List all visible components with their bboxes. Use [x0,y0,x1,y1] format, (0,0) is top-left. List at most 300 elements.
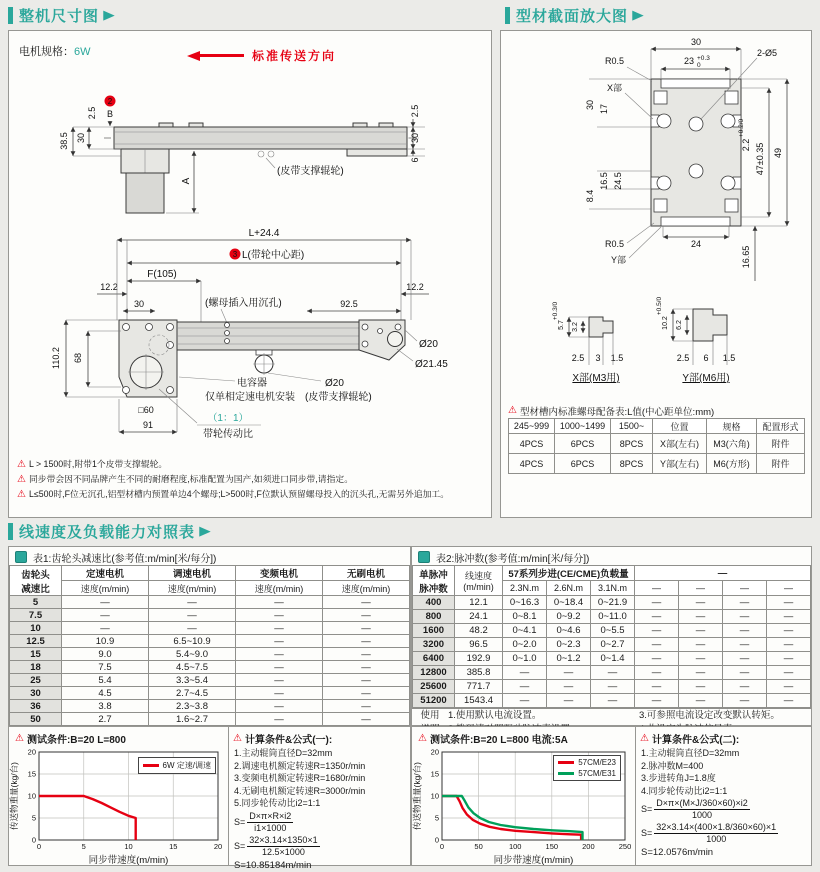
nut-table [508,418,805,474]
table-cell: 36 [10,700,62,713]
legend-label: 57CM/E31 [578,769,616,778]
column-header: 位置 [653,419,707,434]
dia20-roller-label: Ø20 [325,378,344,389]
table-cell: — [591,680,635,694]
table-cell: — [766,624,810,638]
table-cell: 0~4.1 [503,624,547,638]
table-row [10,700,410,713]
chart2-title: 测试条件:B=20 L=800 电流:5A [429,735,568,746]
dim-label: 24 [690,239,702,249]
warning-icon: ⚠ [17,474,26,485]
table-cell: 6.5~10.9 [149,635,236,648]
table-cell: 0~4.6 [547,624,591,638]
column-header: 245~999 [509,419,555,434]
table-cell: — [679,596,723,610]
table-cell: — [766,610,810,624]
table-cell: 400 [413,596,455,610]
dim-label: 23 [683,56,695,66]
radius-label: R0.5 [605,239,625,249]
nut-table-title: 型材槽内标准螺母配备表:L值(中心距单位:mm) [519,406,715,418]
x-tick-label: 0 [439,842,445,851]
capacitor-label: 电容器 [237,378,267,389]
x-part-label: X部 [607,83,623,93]
note-text: L≤500时,F位无沉孔,铝型材槽内预置单边4个螺母;L>500时,F位默认预留螺母投入的沉头孔,无需另外追加工。 [28,489,450,499]
column-header: 脉冲数 [419,583,448,595]
table-cell: 192.9 [455,652,503,666]
dim-label: 24.5 [613,172,623,190]
accent-bar [8,7,13,24]
table-cell: — [722,638,766,652]
table-cell: 0~1.2 [547,652,591,666]
table-cell: 附件 [757,454,805,474]
table-row [10,661,410,674]
table-cell: — [323,648,410,661]
warning-icon: ⚠ [15,733,24,744]
table-cell: — [236,596,323,609]
column-header: 无刷电机 [323,566,410,581]
table-cell: 0~1.4 [591,652,635,666]
table-row [10,713,410,726]
y-part-label: Y部 [611,255,627,265]
table-cell: — [236,713,323,726]
column-header: 减速比 [21,583,50,595]
y-tick-label: 5 [31,813,36,823]
play-arrow-icon: ▶ [632,7,644,22]
fraction-denominator: 1000 [692,810,713,820]
dim-label: 47±0.35 [755,142,765,176]
column-group-header: — [635,566,811,581]
warning-icon: ⚠ [17,489,26,500]
table-cell: — [323,687,410,700]
table-cell: — [766,652,810,666]
dim-label: 17 [599,103,609,115]
table-cell: 15 [10,648,62,661]
table1-title-row [9,547,410,565]
dim-label: L(带轮中心距) [242,250,305,261]
column-subheader: 速度(m/min) [62,581,149,596]
x-tick-label: 200 [582,842,595,851]
y-tick-label: 5 [434,813,439,823]
table-cell: 30 [10,687,62,700]
dim-label: 5.7 [558,320,565,330]
s-label: S= [234,840,246,851]
table-cell: 48.2 [455,624,503,638]
fraction-denominator: 1000 [706,834,727,844]
legend-label: 57CM/E23 [578,758,616,767]
table-header-row [509,419,805,434]
table-cell: 800 [413,610,455,624]
x-tick-label: 50 [474,842,483,851]
tolerance-label: +0.5/0 [656,296,663,316]
load-chart-1-panel [8,726,229,866]
motor-spec-label: 电机规格： [19,46,74,58]
dim-label: F(105) [147,269,177,280]
column-subheader: 速度(m/min) [149,581,236,596]
table-cell: 4PCS [509,454,555,474]
table-cell: 6PCS [555,434,611,454]
table-cell: M3(六角) [707,434,757,454]
table-cell: Y部(左右) [653,454,707,474]
table-cell: 7.5 [10,609,62,622]
table-cell: 10 [10,622,62,635]
table-cell: — [679,652,723,666]
formula-line: 2.脉冲数M=400 [641,760,704,771]
table-cell: 0~2.0 [503,638,547,652]
column-group-header: 57系列步进(CE/CME)负载量 [503,566,635,581]
formula1-title-row [229,727,410,747]
table-cell: — [236,648,323,661]
table-cell: — [766,666,810,680]
y-axis-label: 传送物重量(kg/台) [9,761,19,831]
drawing-notes [17,457,491,502]
table-cell: — [236,622,323,635]
column-subheader: — [679,581,723,596]
fraction-numerator: 32×3.14×1350×1 [249,834,318,845]
formula-fraction [636,822,811,845]
column-subheader: 2.6N.m [547,581,591,596]
table-cell: 4.5 [62,687,149,700]
column-header: (m/min) [463,582,494,592]
table-cell: — [722,666,766,680]
table-cell: 771.7 [455,680,503,694]
s-label: S= [641,804,653,814]
table-cell: — [323,713,410,726]
y-tick-label: 10 [430,791,439,801]
legend-label: 6W 定速/调速 [162,761,211,770]
formula2-title-row [636,727,811,747]
table-row [413,652,811,666]
arrow-bar [200,54,244,57]
table-cell: 4PCS [509,434,555,454]
badge-2-number: 2 [107,97,113,106]
table-row [10,648,410,661]
table-header-row [10,566,410,581]
formula-line: 2.调速电机额定转速R=1350r/min [234,760,366,771]
fraction-numerator: 32×3.14×(400×1.8/360×60)×1 [656,822,777,832]
table-cell: 4.5~7.5 [149,661,236,674]
legend-swatch [558,761,574,764]
dim-label: 110.2 [51,347,61,369]
table-header-row [413,566,811,581]
table-row [10,687,410,700]
table-cell: 0~16.3 [503,596,547,610]
y-tick-label: 10 [27,791,36,801]
dia20-label: Ø20 [419,339,438,350]
motor-spec [19,43,91,59]
formula-line: 3.步进转角J=1.8度 [641,773,716,783]
table-cell: 2.7 [62,713,149,726]
formula-result: S=12.0576m/min [641,847,714,858]
table2-title: 表2:脉冲数(参考值:m/min[米/每分]) [436,553,590,565]
table-cell: — [323,622,410,635]
table-cell: — [722,610,766,624]
table-cell: — [679,624,723,638]
table-cell: — [635,624,679,638]
section-header-speed [8,521,210,541]
dim-label: 2.5 [87,106,97,120]
fraction-denominator: 12.5×1000 [262,846,305,857]
table-row [413,596,811,610]
formula-fraction [229,811,410,834]
formula2-title: 计算条件&公式(二): [651,735,740,746]
x-axis-label: 同步带速度(m/min) [493,855,574,866]
table-row [10,622,410,635]
column-header: 齿轮头 [21,569,50,581]
table-row [10,609,410,622]
s-label: S= [641,828,653,838]
y-tick-label: 15 [27,769,36,779]
fraction-numerator: D×π×(M×J/360×60)×i2 [656,798,748,808]
section-title: 型材截面放大图 [516,7,629,25]
capacitor-note: 仅单相定速电机安装 [205,392,295,403]
table-row [509,434,805,454]
x-tick-label: 20 [213,842,223,851]
legend-entry [558,769,616,778]
table-cell: 3.8 [62,700,149,713]
table-cell: — [635,610,679,624]
cross-section-drawing [501,31,811,391]
section-title: 线速度及负载能力对照表 [19,523,196,541]
table-cell: — [149,609,236,622]
table-cell: — [503,694,547,708]
table-row [413,694,811,708]
table-cell: — [323,609,410,622]
column-header: 变频电机 [236,566,323,581]
table1-title: 表1:齿轮头减速比(参考值:m/min[米/每分]) [33,553,217,565]
table-cell: M6(方形) [707,454,757,474]
table-cell: — [62,622,149,635]
formula-fraction [636,798,811,821]
formula1-title: 计算条件&公式(一): [244,735,333,746]
table-row [413,680,811,694]
table2-title-row [412,547,811,565]
table-row [413,666,811,680]
formula-fraction [229,835,410,858]
column-header: 配置形式 [757,419,805,434]
column-header: 线速度 [464,571,492,581]
table-cell: — [323,661,410,674]
y-tick-label: 0 [434,835,439,845]
dim-label: 12.2 [100,282,118,292]
table-cell: — [547,666,591,680]
table-cell: — [679,694,723,708]
column-header: 1000~1499 [555,419,611,434]
pulse-table [412,565,811,708]
usage-note-row [412,709,811,723]
tolerance-label: +0.3/0 [552,301,559,321]
roller-note: (皮带支撑辊轮) [277,166,344,177]
formula-line: 4.同步轮传动比i2=1:1 [641,785,728,796]
side-view-drawing [9,69,493,219]
table-cell: — [635,680,679,694]
load-chart-2-panel [411,726,636,866]
square-bullet-icon [15,551,27,563]
table-cell: — [149,622,236,635]
front-view-drawing [9,227,493,449]
section-header-dimensions [8,5,114,25]
table-cell: 2.7~4.5 [149,687,236,700]
table-row [413,638,811,652]
table-cell: 0~2.7 [591,638,635,652]
table-cell: 385.8 [455,666,503,680]
dim-label: 1.5 [610,353,624,363]
table-cell: 8PCS [611,454,653,474]
table-cell: 3200 [413,638,455,652]
left-arrow-icon [187,51,200,61]
legend-entry [558,758,616,767]
table-cell: 6PCS [555,454,611,474]
table-cell: — [766,596,810,610]
tolerance-label: +0.2/0 [738,118,745,138]
nut-table-block [508,403,804,474]
column-subheader: 速度(m/min) [323,581,410,596]
y-slot-detail [693,309,727,341]
x-tick-label: 100 [508,842,522,851]
table-row [413,624,811,638]
table-cell: 12800 [413,666,455,680]
column-subheader: 2.3N.m [503,581,547,596]
table-cell: — [236,700,323,713]
dim-label: 6 [410,157,420,163]
column-header: 单脉冲 [419,569,448,581]
table-cell: — [635,666,679,680]
table-cell: — [679,638,723,652]
note-line [17,487,491,502]
table-cell: 附件 [757,434,805,454]
table-row [509,454,805,474]
x-axis-label: 同步带速度(m/min) [88,855,169,866]
x-tick-label: 0 [36,842,42,851]
legend-swatch [558,772,574,775]
chart1-title-row [9,727,228,746]
table-cell: — [679,680,723,694]
table-cell: 2.3~3.8 [149,700,236,713]
x-tick-label: 150 [545,842,559,851]
table-row [10,596,410,609]
table-cell: — [766,638,810,652]
table-cell: — [635,596,679,610]
table-cell: 10.9 [62,635,149,648]
transfer-direction-label: 标准传送方向 [252,49,337,63]
accent-bar [8,523,13,540]
x-tick-label: 15 [169,842,178,851]
table-cell: 0~5.5 [591,624,635,638]
holes-label: 2-Ø5 [757,48,778,58]
usage-note: 1.使用默认电流设置。 [448,710,542,721]
table-cell: 0~1.0 [503,652,547,666]
table-cell: 3.3~5.4 [149,674,236,687]
legend-entry [143,760,211,771]
play-arrow-icon: ▶ [199,523,211,538]
dimension-drawing-panel [8,30,492,518]
table-cell: — [323,596,410,609]
section-title: 整机尺寸图 [19,7,100,25]
roller-note-2: (皮带支撑辊轮) [305,392,372,403]
section-header-profile [505,5,643,25]
dim-label: 30 [410,132,420,144]
table-cell: 6400 [413,652,455,666]
table-cell: — [591,694,635,708]
dim-label: 2.5 [676,353,690,363]
y-tick-label: 20 [430,747,439,757]
gear-ratio-table [9,565,410,739]
column-header: 1500~ [611,419,653,434]
table-cell: 8PCS [611,434,653,454]
table-row [413,610,811,624]
table-cell: — [323,674,410,687]
dim-label: 30 [690,37,702,47]
table-cell: — [236,687,323,700]
x-tick-label: 5 [81,842,86,851]
note-line [17,472,491,487]
warning-icon: ⚠ [17,459,26,470]
table-cell: 18 [10,661,62,674]
warning-icon: ⚠ [233,733,242,744]
table-cell: 50 [10,713,62,726]
dim-label: 92.5 [340,299,358,309]
table-cell: — [236,635,323,648]
dim-label: 3.2 [572,322,579,332]
chart1-title: 测试条件:B=20 L=800 [26,735,126,746]
warning-icon: ⚠ [640,733,649,744]
table-cell: — [236,609,323,622]
pulse-table-panel [411,546,812,726]
profile-section-panel [500,30,812,518]
table-cell: 12.1 [455,596,503,610]
legend-swatch [143,764,159,767]
column-header: 定速电机 [62,566,149,581]
table-cell: — [766,694,810,708]
table-cell: — [635,694,679,708]
table-cell: — [722,596,766,610]
dim-label: 16.5 [599,172,609,190]
table-cell: — [679,610,723,624]
table-cell: — [236,661,323,674]
column-header: 调速电机 [149,566,236,581]
warning-icon: ⚠ [508,405,517,416]
table-cell: 0~2.3 [547,638,591,652]
dim-label: 8.4 [585,189,595,203]
table-cell: — [635,638,679,652]
radius-label: R0.5 [605,56,625,66]
fraction-numerator: D×π×R×i2 [249,810,292,821]
dim-label: 10.2 [662,316,669,330]
x-tick-label: 10 [124,842,133,851]
table-cell: — [679,666,723,680]
table-cell: — [236,674,323,687]
gear-ratio-table-panel [8,546,411,726]
tolerance-label: 0 [697,62,701,69]
accent-bar [505,7,510,24]
x-slot-detail [589,317,613,337]
dim-label: 12.2 [406,282,424,292]
formula-line: 5.同步轮传动比i2=1:1 [234,798,321,808]
y-tick-label: 15 [430,769,439,779]
x-tick-label: 250 [618,842,632,851]
badge-3-number: 3 [232,250,238,259]
dim-label: A [181,177,192,185]
table-cell: — [62,596,149,609]
column-subheader: — [766,581,810,596]
nut-hole-note: (螺母插入用沉孔) [205,298,282,309]
table-cell: 0~21.9 [591,596,635,610]
column-header: 规格 [707,419,757,434]
dim-label: 1.5 [722,353,736,363]
table-cell: 24.1 [455,610,503,624]
fraction-denominator: i1×1000 [254,822,287,833]
dia2145-label: Ø21.45 [415,359,448,370]
table-row [10,674,410,687]
